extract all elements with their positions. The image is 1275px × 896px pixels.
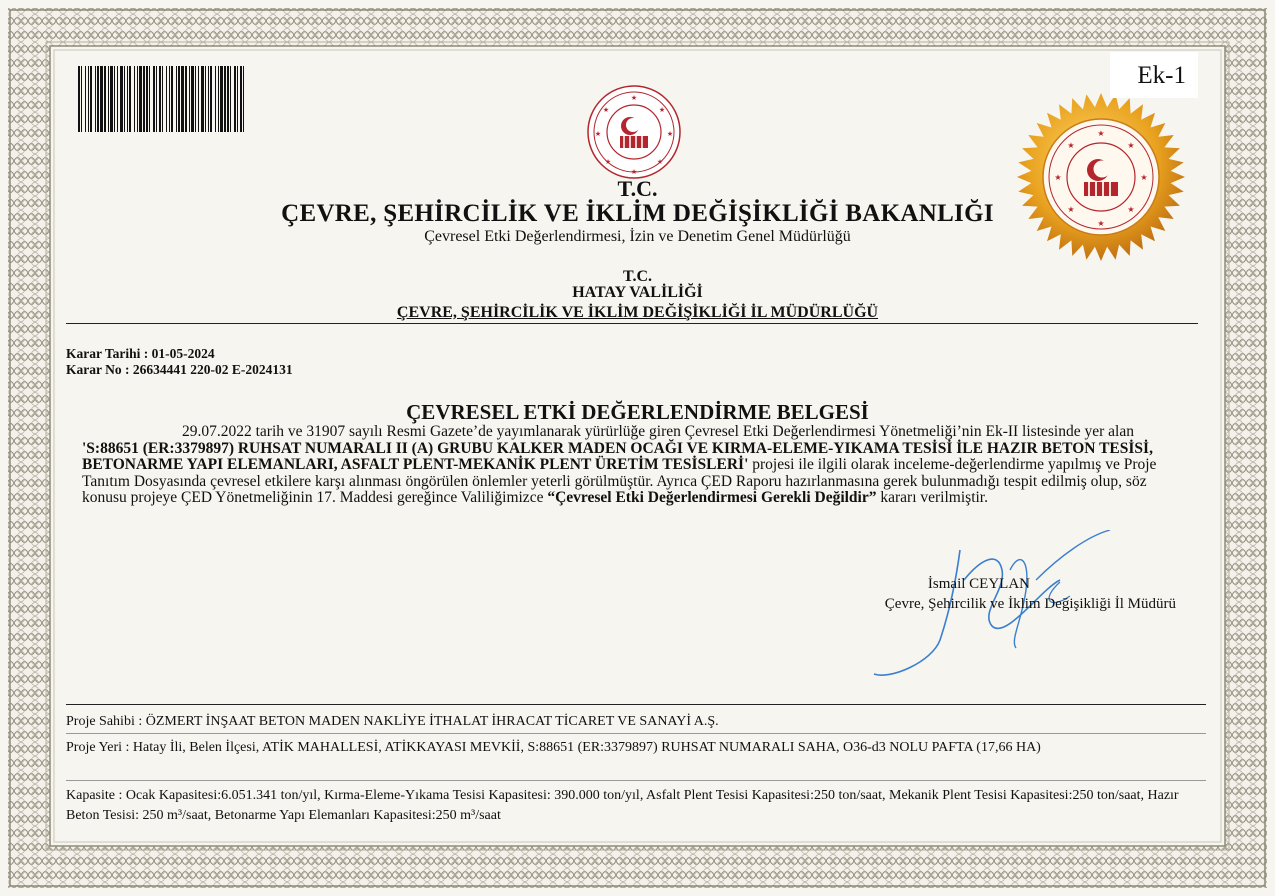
header-divider xyxy=(66,323,1198,324)
body-intro: 29.07.2022 tarih ve 31907 sayılı Resmi Gazete’de yayımlanarak yürürlüğe giren Çevresel Etki Değerlendirmesi Yönetmeliği’nin Ek-II listesinde yer alan xyxy=(182,423,1134,440)
project-name: 'S:88651 (ER:3379897) RUHSAT NUMARALI II (A) GRUBU KALKER MADEN OCAĞI VE KIRMA-ELEME-YIKAMA TESİSİ İLE HAZIR BETON TESİSİ, BETONARME YAPI ELEMANLARI, ASFALT PLENT-MEKANİK PLENT ÜRETİM TESİSLERİ' xyxy=(82,439,1153,473)
svg-text:★: ★ xyxy=(594,130,602,138)
decision-body xyxy=(82,424,1190,507)
svg-text:★: ★ xyxy=(604,158,612,166)
body-assessment: projesi ile ilgili olarak inceleme-değerlendirme yapılmış ve Proje Tanıtım Dosyasında çevresel etkilere karşı alınması öngörülen önlemler yeterli görülmüştür. Ayrıca ÇED Raporu hazırlanmasına gerek bulunmadığı tespit edilmiş olup, söz konusu projeye ÇED Yönetmeliğinin 17. Maddesi gereğince Valiliğimizce xyxy=(82,456,1157,506)
svg-text:★: ★ xyxy=(630,168,638,176)
svg-text:★: ★ xyxy=(602,106,610,114)
body-closing: kararı verilmiştir. xyxy=(876,489,988,506)
svg-text:★: ★ xyxy=(630,94,638,102)
svg-text:★: ★ xyxy=(1067,205,1075,214)
svg-text:★: ★ xyxy=(666,130,674,138)
svg-text:★: ★ xyxy=(1127,141,1135,150)
svg-text:★: ★ xyxy=(1097,129,1105,138)
annex-label: Ek-1 xyxy=(1110,52,1198,98)
project-capacity: Kapasite : Ocak Kapasitesi:6.051.341 ton/yıl, Kırma-Eleme-Yıkama Tesisi Kapasitesi: 390.000 ton/yıl, Asfalt Plent Tesisi Kapasitesi:250 ton/saat, Mekanik Plent Tesisi Kapasitesi:250 ton/saat, Hazır Beton Tesisi: 250 m³/saat, Betonarme Yapı Elemanları Kapasitesi:250 m³/saat xyxy=(66,788,1179,823)
signatory-name: İsmail CEYLAN xyxy=(927,576,1030,592)
info-divider-2 xyxy=(66,780,1206,781)
ministry-name: ÇEVRE, ŞEHİRCİLİK VE İKLİM DEĞİŞİKLİĞİ BAKANLIĞI xyxy=(281,200,994,227)
provincial-directorate: ÇEVRE, ŞEHİRCİLİK VE İKLİM DEĞİŞİKLİĞİ İL MÜDÜRLÜĞÜ xyxy=(396,304,879,321)
info-divider-1 xyxy=(66,733,1206,734)
barcode xyxy=(78,66,246,132)
tc-heading: T.C. xyxy=(617,176,658,201)
verdict: “Çevresel Etki Değerlendirmesi Gerekli Değildir” xyxy=(547,489,877,506)
tc-heading-secondary: T.C. xyxy=(622,268,653,285)
svg-text:★: ★ xyxy=(1097,219,1105,228)
svg-text:★: ★ xyxy=(656,158,664,166)
svg-text:★: ★ xyxy=(1054,173,1062,182)
svg-text:★: ★ xyxy=(1140,173,1148,182)
general-directorate: Çevresel Etki Değerlendirmesi, İzin ve Denetim Genel Müdürlüğü xyxy=(424,228,851,245)
info-divider-top xyxy=(66,704,1206,705)
decision-number: Karar No : 26634441 220-02 E-2024131 xyxy=(66,362,293,377)
project-owner: Proje Sahibi : ÖZMERT İNŞAAT BETON MADEN NAKLİYE İTHALAT İHRACAT TİCARET VE SANAYİ A.Ş. xyxy=(66,714,719,729)
document-title: ÇEVRESEL ETKİ DEĞERLENDİRME BELGESİ xyxy=(406,400,869,424)
project-location: Proje Yeri : Hatay İli, Belen İlçesi, ATİK MAHALLESİ, ATİKKAYASI MEVKİİ, S:88651 (ER:3379897) RUHSAT NUMARALI SAHA, O36-d3 NOLU PAFTA (17,66 HA) xyxy=(66,740,1041,755)
svg-text:★: ★ xyxy=(1127,205,1135,214)
svg-text:★: ★ xyxy=(658,106,666,114)
svg-text:★: ★ xyxy=(1067,141,1075,150)
governorship-name: HATAY VALİLİĞİ xyxy=(572,284,703,301)
ministry-emblem xyxy=(584,84,684,180)
decision-date: Karar Tarihi : 01-05-2024 xyxy=(66,346,215,361)
signatory-title: Çevre, Şehircilik ve İklim Değişikliği İl Müdürü xyxy=(884,596,1176,612)
